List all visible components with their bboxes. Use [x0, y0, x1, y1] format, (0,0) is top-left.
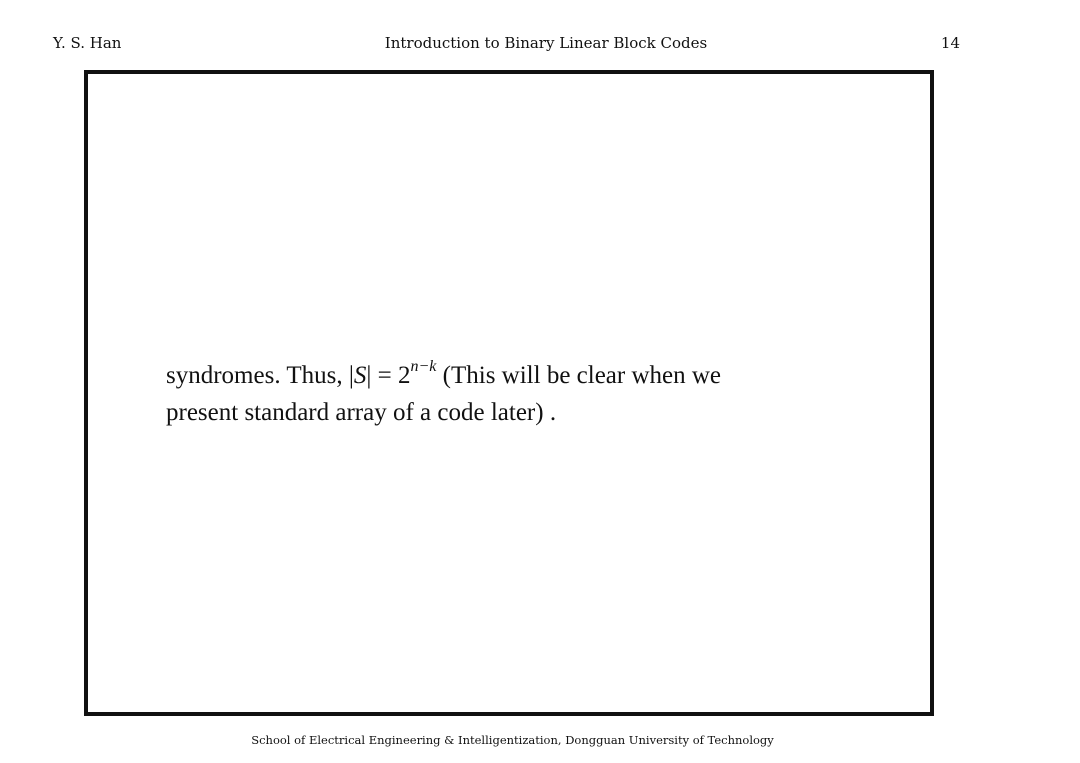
math-var-s: S	[353, 362, 367, 389]
slide-frame	[84, 70, 934, 716]
page-footer: School of Electrical Engineering & Intelligentization, Dongguan University of Technology	[251, 733, 774, 747]
header-title: Introduction to Binary Linear Block Codes	[384, 34, 708, 52]
body-line-1	[166, 357, 886, 394]
line1-equals-two: | = 2	[366, 362, 411, 389]
page-number: 14	[940, 34, 960, 52]
line1-prefix: syndromes. Thus, |	[166, 362, 354, 389]
body-line-2: present standard array of a code later) .	[166, 399, 557, 426]
math-exponent: n−k	[410, 358, 437, 375]
line1-suffix: (This will be clear when we	[436, 362, 722, 389]
header-author: Y. S. Han	[53, 34, 122, 52]
slide-body-text	[166, 357, 886, 431]
